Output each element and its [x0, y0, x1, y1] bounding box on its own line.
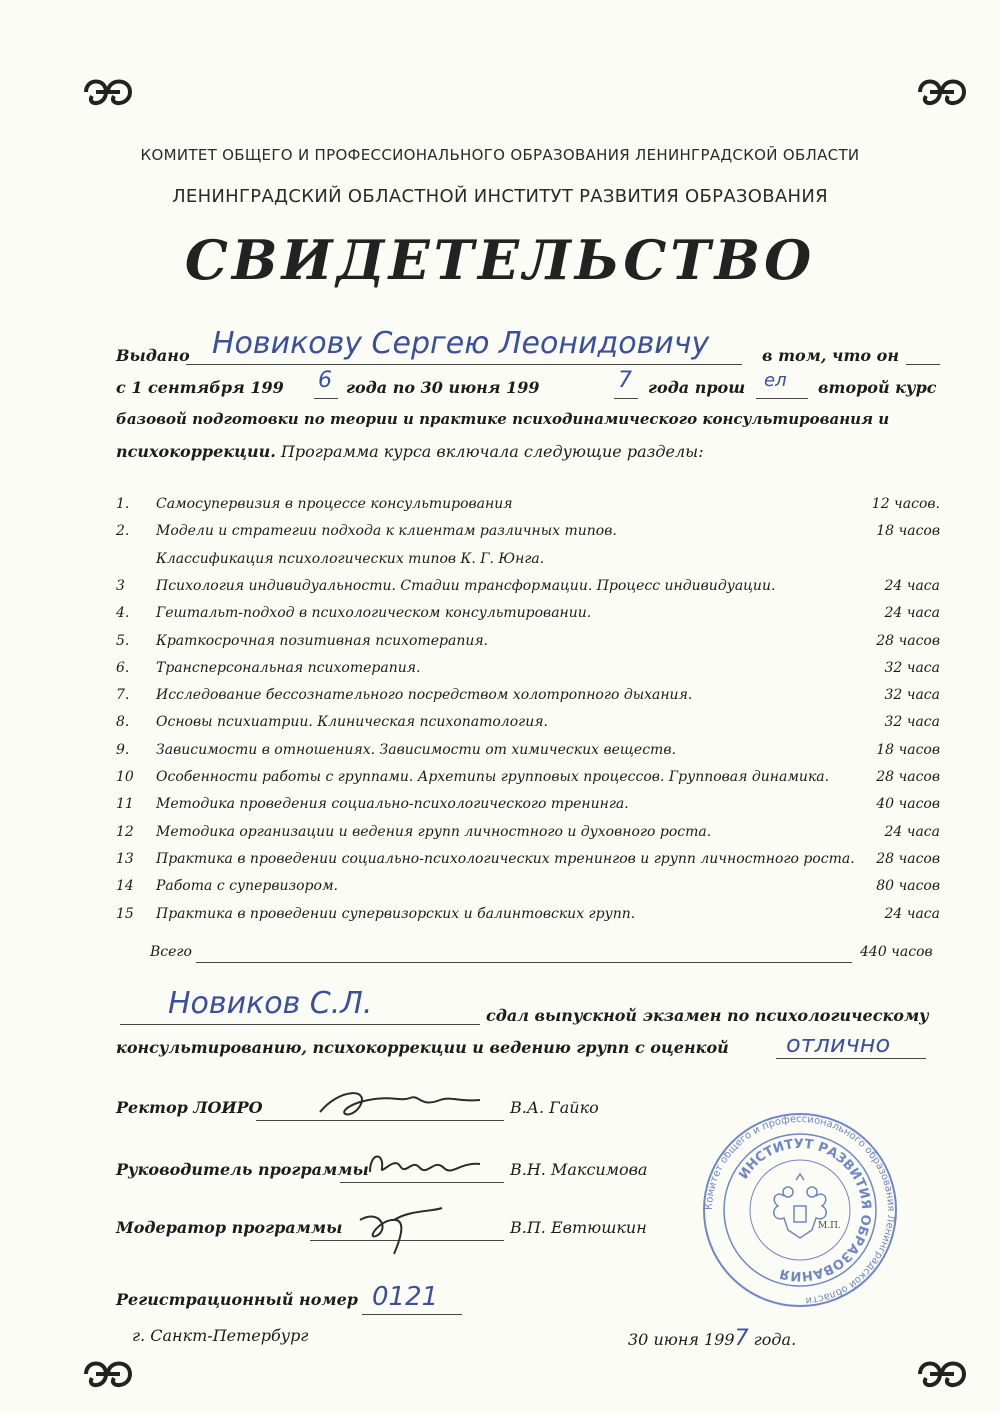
program-row-title: Исследование бессознательного посредством холотропного дыхания.: [156, 687, 693, 704]
grade-underline: [776, 1058, 926, 1059]
moderator-signature: [350, 1200, 450, 1260]
program-row-hours: 32 часа: [884, 687, 940, 704]
corner-ornament-bottom-left: [78, 1352, 138, 1396]
program-row-title: Гештальт-подход в психологическом консультировании.: [156, 605, 592, 622]
program-row-hours: 40 часов: [876, 796, 940, 813]
moderator-role: Модератор программы: [116, 1218, 343, 1237]
svg-text:ИНСТИТУТ РАЗВИТИЯ ОБРАЗОВАНИЯ: [736, 1137, 873, 1283]
program-row-number: 14: [116, 878, 134, 895]
program-row-number: 1.: [116, 496, 130, 512]
program-row-title: Классификация психологических типов К. Г. Юнга.: [156, 550, 545, 567]
exam-student-name: Новиков С.Л.: [168, 986, 373, 1021]
program-row-hours: 28 часов: [876, 632, 940, 649]
program-intro-text: Программа курса включала следующие разделы:: [280, 442, 704, 461]
program-row-number: 15: [116, 905, 134, 922]
program-row-hours: 32 часа: [884, 714, 940, 731]
registration-label: Регистрационный номер: [116, 1290, 358, 1309]
stamp-outer-text: Комитет общего и профессионального образования Ленинградской области: [703, 1113, 897, 1306]
exam-grade: отлично: [786, 1030, 891, 1058]
from-year-digit: 6: [318, 368, 332, 393]
program-row-hours: 24 часа: [884, 905, 940, 922]
program-row-number: 3: [116, 577, 125, 594]
program-row-hours: 32 часа: [884, 659, 940, 676]
program-row-title: Краткосрочная позитивная психотерапия.: [156, 632, 489, 649]
program-row-number: 7.: [116, 687, 130, 704]
exam-text-2: консультированию, психокоррекции и ведению групп с оценкой: [116, 1038, 729, 1057]
date-to-text: года по 30 июня 199: [346, 378, 540, 397]
program-row-title: Самосупервизия в процессе консультирования: [156, 496, 513, 512]
program-row-title: Особенности работы с группами. Архетипы групповых процессов. Групповая динамика.: [156, 769, 830, 785]
rector-signature: [300, 1082, 500, 1126]
passed-text: года прош: [648, 378, 746, 397]
program-row-number: 10: [116, 769, 134, 785]
institute-stamp: [700, 1110, 900, 1310]
program-intro: [116, 442, 704, 461]
passed-underline: [756, 398, 808, 399]
exam-name-underline: [120, 1024, 480, 1025]
program-row-number: 13: [116, 850, 134, 867]
passed-suffix: ел: [764, 370, 787, 391]
program-row-hours: 18 часов: [876, 741, 940, 758]
stamp-mp: М.П.: [818, 1221, 841, 1231]
program-row-title: Основы психиатрии. Клиническая психопатология.: [156, 714, 548, 731]
registration-underline: [362, 1314, 462, 1315]
program-head-role: Руководитель программы: [116, 1160, 369, 1179]
program-row-number: 9.: [116, 741, 130, 758]
program-row-title: Методика проведения социально-психологического тренинга.: [156, 796, 629, 813]
program-row-hours: 12 часов.: [871, 496, 940, 512]
program-row-hours: 28 часов: [876, 850, 940, 867]
to-year-underline: [614, 398, 638, 399]
that-he-label: в том, что он: [762, 346, 899, 365]
issue-date-suffix: года.: [748, 1330, 797, 1349]
institute-header: ЛЕНИНГРАДСКИЙ ОБЛАСТНОЙ ИНСТИТУТ РАЗВИТИЯ ОБРАЗОВАНИЯ: [172, 186, 828, 207]
corner-ornament-top-right: [912, 70, 972, 114]
program-row-hours: 18 часов: [876, 523, 940, 540]
exam-text-1: сдал выпускной экзамен по психологическому: [486, 1006, 929, 1025]
program-row-title: Практика в проведении супервизорских и балинтовских групп.: [156, 905, 636, 922]
corner-ornament-top-left: [78, 70, 138, 114]
program-row-number: 2.: [116, 523, 130, 540]
program-row-number: 4.: [116, 605, 130, 622]
program-row-title: Психология индивидуальности. Стадии трансформации. Процесс индивидуации.: [156, 577, 776, 594]
program-row-hours: 28 часов: [876, 769, 940, 785]
issue-date-prefix: 30 июня 199: [628, 1330, 735, 1349]
program-row-title: Трансперсональная психотерапия.: [156, 659, 421, 676]
program-row-title: Работа с супервизором.: [156, 878, 339, 895]
corner-ornament-bottom-right: [912, 1352, 972, 1396]
program-row-number: 11: [116, 796, 134, 813]
registration-number: 0121: [372, 1282, 439, 1312]
issue-date-digit: 7: [734, 1326, 749, 1351]
rector-person: В.А. Гайко: [510, 1098, 599, 1117]
course-description: базовой подготовки по теории и практике психодинамического консультирования и: [116, 410, 890, 428]
that-he-underline: [906, 364, 940, 365]
program-row-hours: 80 часов: [876, 878, 940, 895]
program-row-title: Методика организации и ведения групп личностного и духовного роста.: [156, 823, 712, 840]
psychocorrection-word: психокоррекции.: [116, 442, 276, 461]
stamp-inner-text: ИНСТИТУТ РАЗВИТИЯ ОБРАЗОВАНИЯ: [736, 1136, 874, 1284]
date-from-text: с 1 сентября 199: [116, 378, 284, 397]
committee-header: КОМИТЕТ ОБЩЕГО И ПРОФЕССИОНАЛЬНОГО ОБРАЗОВАНИЯ ЛЕНИНГРАДСКОЙ ОБЛАСТИ: [140, 146, 860, 164]
total-hours: 440 часов: [860, 944, 933, 960]
program-row-title: Зависимости в отношениях. Зависимости от химических веществ.: [156, 741, 676, 758]
program-head-person: В.Н. Максимова: [510, 1160, 648, 1179]
program-head-signature: [360, 1142, 500, 1186]
to-year-digit: 7: [618, 368, 632, 393]
name-underline: [186, 364, 742, 365]
program-row-hours: 24 часа: [884, 577, 940, 594]
program-row-hours: 24 часа: [884, 823, 940, 840]
total-label: Всего: [150, 944, 192, 960]
program-row-title: Модели и стратегии подхода к клиентам различных типов.: [156, 523, 617, 540]
course-text: второй курс: [818, 378, 937, 397]
issue-date: [628, 1326, 796, 1351]
document-title: СВИДЕТЕЛЬСТВО: [184, 228, 816, 292]
moderator-person: В.П. Евтюшкин: [510, 1218, 647, 1237]
program-row-hours: 24 часа: [884, 605, 940, 622]
from-year-underline: [314, 398, 338, 399]
program-row-title: Практика в проведении социально-психологических тренингов и групп личностного роста.: [156, 850, 855, 867]
issued-label: Выдано: [116, 346, 190, 365]
total-underline: [196, 962, 852, 963]
program-row-number: 6.: [116, 659, 130, 676]
rector-role: Ректор ЛОИРО: [116, 1098, 263, 1117]
program-row-number: 8.: [116, 714, 130, 731]
city: г. Санкт-Петербург: [132, 1326, 309, 1345]
program-row-number: 12: [116, 823, 134, 840]
recipient-name: Новикову Сергею Леонидовичу: [212, 326, 710, 361]
program-row-number: 5.: [116, 632, 130, 649]
